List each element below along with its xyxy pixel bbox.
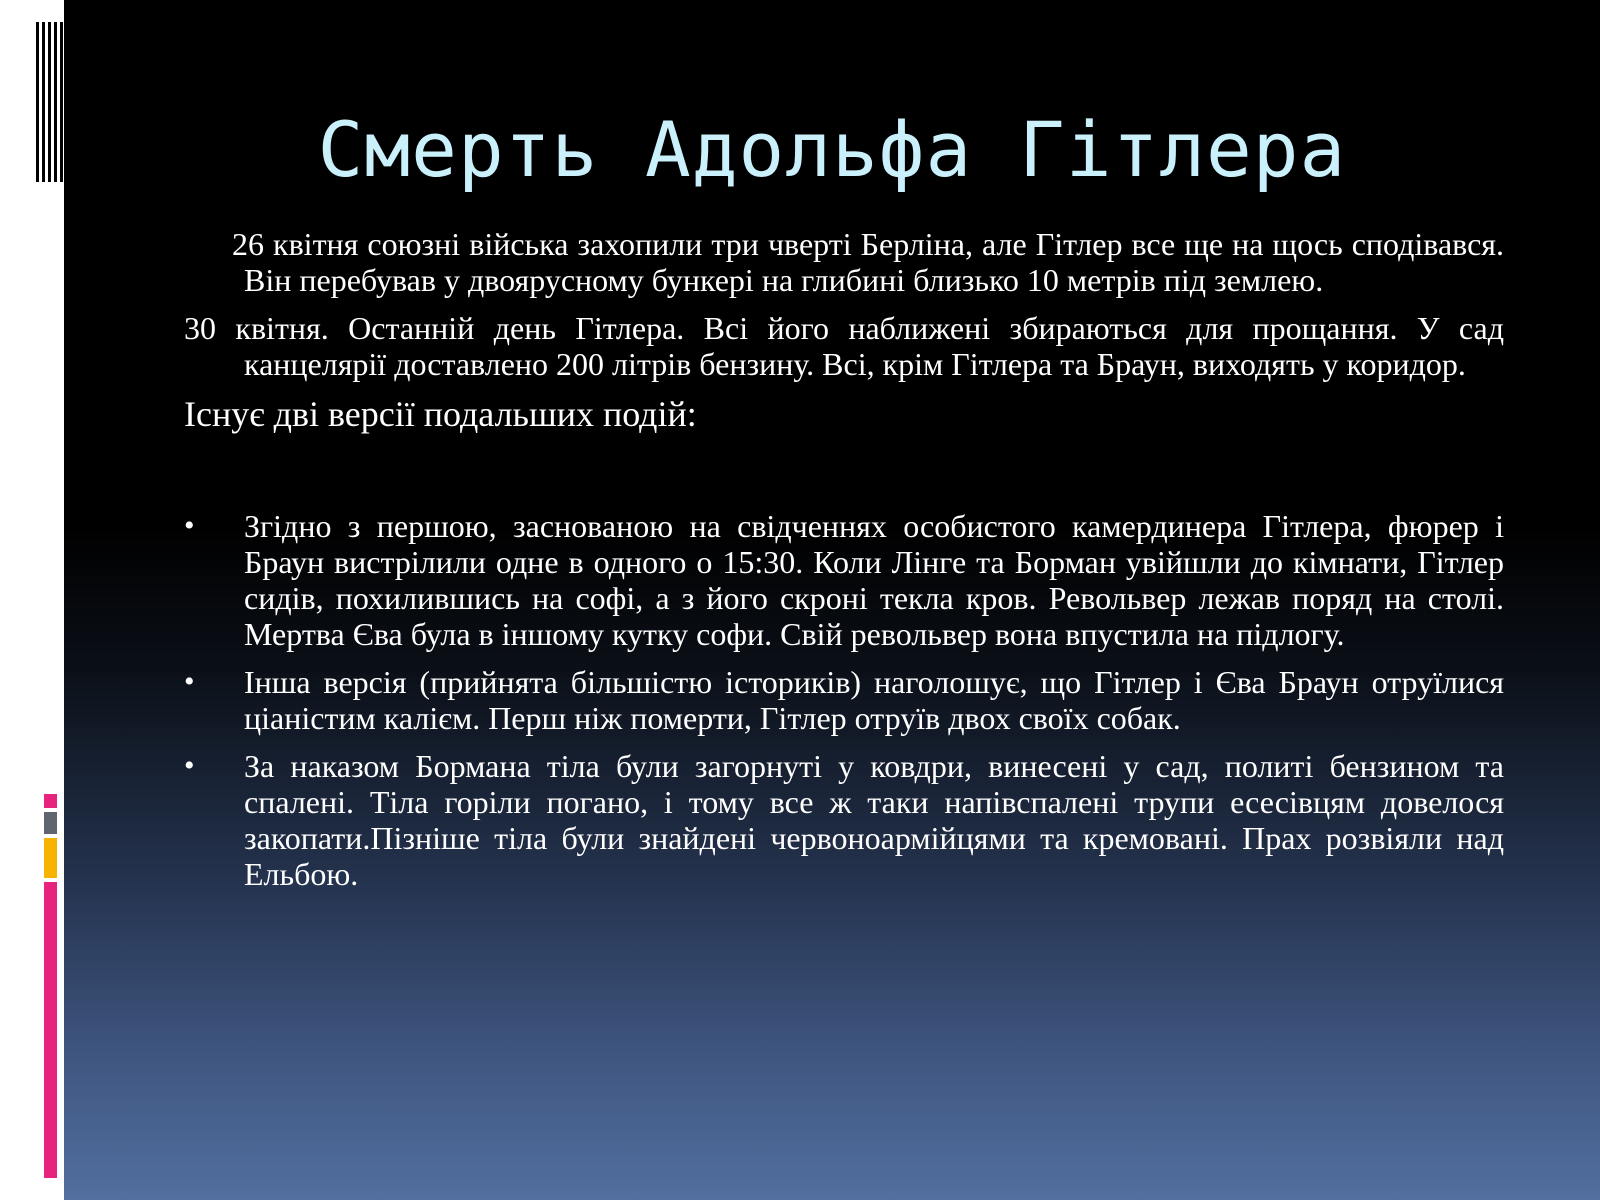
accent-bar-pink-large <box>44 882 57 1178</box>
decorative-lines <box>36 22 64 182</box>
bullet-marker: • <box>184 509 195 542</box>
bullet-item-burial <box>184 748 1504 892</box>
paragraph-april-26: 26 квітня союзні війська захопили три чверті Берліна, але Гітлер все ще на щось сподівався. Він перебував у двоярусному бункері на глибині близько 10 метрів під землею. <box>232 226 1504 298</box>
bullet-marker: • <box>184 665 195 698</box>
slide-body <box>184 226 1504 904</box>
bullet-marker: • <box>184 749 195 782</box>
bullet-text: Інша версія (прийнята більшістю істориків) наголошує, що Гітлер і Єва Браун отруїлися ціаністим калієм. Перш ніж померти, Гітлер отруїв двох своїх собак. <box>244 664 1504 736</box>
slide-title: Смерть Адольфа Гітлера <box>317 105 1347 194</box>
bullet-item-second-version <box>184 664 1504 736</box>
bullet-item-first-version <box>184 508 1504 652</box>
bullet-text: Згідно з першою, заснованою на свідченнях особистого камердинера Гітлера, фюрер і Браун вистрілили одне в одного о 15:30. Коли Лінге та Борман увійшли до кімнати, Гітлер сидів, похилившись на софі, а з його скроні текла кров. Револьвер лежав поряд на столі. Мертва Єва була в іншому кутку софи. Свій револьвер вона впустила на підлогу. <box>244 508 1504 652</box>
slide-canvas <box>64 0 1600 1200</box>
accent-bar-yellow <box>44 838 57 878</box>
bullet-text: За наказом Бормана тіла були загорнуті у ковдри, винесені у сад, политі бензином та спалені. Тіла горіли погано, і тому все ж таки напівспалені трупи есесівцям довелося закопати.Пізніше тіла були знайдені червоноармійцями та кремовані. Прах розвіяли над Ельбою. <box>244 748 1504 892</box>
slide-left-band <box>0 0 64 1200</box>
accent-bar-gray <box>44 812 57 834</box>
accent-bar-pink-small <box>44 794 57 808</box>
versions-intro: Існує дві версії подальших подій: <box>184 394 697 434</box>
paragraph-april-30: 30 квітня. Останній день Гітлера. Всі його наближені збираються для прощання. У сад канцелярії доставлено 200 літрів бензину. Всі, крім Гітлера та Браун, виходять у коридор. <box>184 310 1504 382</box>
